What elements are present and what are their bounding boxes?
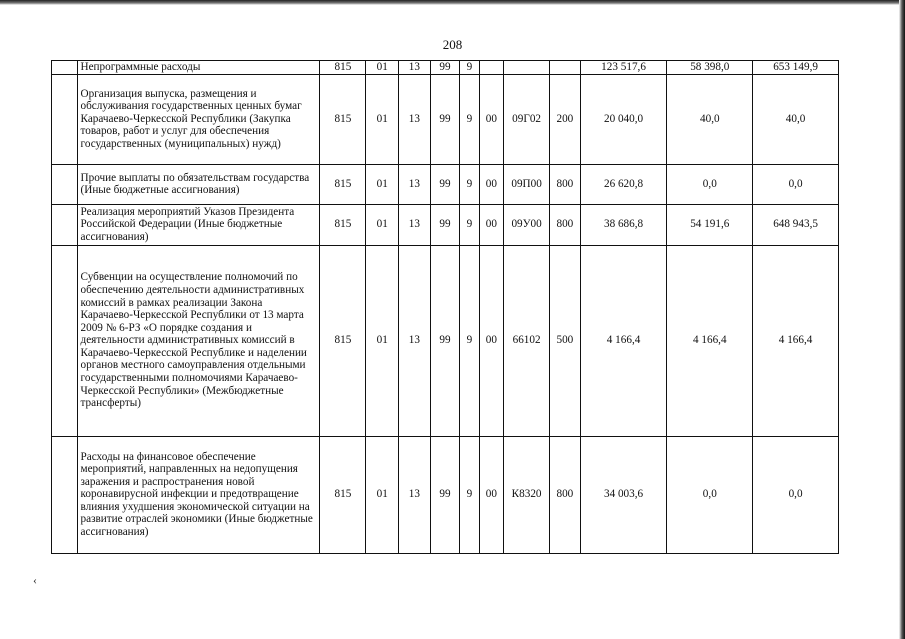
program-code-cell: 99 <box>430 436 460 553</box>
stray-mark: ‹ <box>33 573 37 587</box>
expense-name-cell: Субвенции на осуществление полномочий по обеспечению деятельности административных комиссий в рамках реализации Закона Карачаево-Черкесской Республики от 13 марта 2009 № 6-РЗ «О порядке создания и деятельности административных комиссий в Карачаево-Черкесской Республике и наделении органов местного самоуправления отдельными государственными полномочиями Карачаево-Черкесской Республики» (Межбюджетные трансферты) <box>77 245 320 436</box>
amount-year-1-cell: 123 517,6 <box>580 61 667 75</box>
section-code-cell: 01 <box>366 204 399 245</box>
amount-year-3-cell: 0,0 <box>753 164 839 204</box>
target-code-cell <box>504 61 550 75</box>
subsection-code-cell: 13 <box>399 74 431 164</box>
subprogram-code-cell: 9 <box>460 245 479 436</box>
amount-year-2-cell: 58 398,0 <box>667 61 753 75</box>
table-row <box>52 436 839 553</box>
expense-name-cell: Расходы на финансовое обеспечение мероприятий, направленных на недопущения заражения и распространения новой коронавирусной инфекции и предотвращение влияния ухудшения экономической ситуации на развитие отраслей экономики (Иные бюджетные ассигнования) <box>77 436 320 553</box>
scan-right-edge <box>899 0 905 639</box>
amount-year-3-cell: 4 166,4 <box>753 245 839 436</box>
admin-code-cell: 815 <box>320 164 366 204</box>
group-code-cell: 00 <box>479 164 503 204</box>
subsection-code-cell: 13 <box>399 204 431 245</box>
admin-code-cell: 815 <box>320 61 366 75</box>
table-row <box>52 74 839 164</box>
program-code-cell: 99 <box>430 245 460 436</box>
amount-year-1-cell: 34 003,6 <box>580 436 667 553</box>
program-code-cell: 99 <box>430 74 460 164</box>
table-row <box>52 204 839 245</box>
amount-year-1-cell: 4 166,4 <box>580 245 667 436</box>
scan-top-edge <box>0 0 905 5</box>
subprogram-code-cell: 9 <box>460 74 479 164</box>
program-code-cell: 99 <box>430 61 460 75</box>
row-blank-cell <box>52 164 78 204</box>
group-code-cell: 00 <box>479 204 503 245</box>
amount-year-1-cell: 26 620,8 <box>580 164 667 204</box>
subsection-code-cell: 13 <box>399 436 431 553</box>
subprogram-code-cell: 9 <box>460 436 479 553</box>
expense-name-cell: Непрограммные расходы <box>77 61 320 75</box>
target-code-cell: 09П00 <box>504 164 550 204</box>
expense-name-cell: Прочие выплаты по обязательствам государства (Иные бюджетные ассигнования) <box>77 164 320 204</box>
expense-type-code-cell: 200 <box>550 74 581 164</box>
section-code-cell: 01 <box>366 74 399 164</box>
amount-year-3-cell: 653 149,9 <box>753 61 839 75</box>
table-row <box>52 245 839 436</box>
expense-type-code-cell: 800 <box>550 204 581 245</box>
section-code-cell: 01 <box>366 61 399 75</box>
amount-year-3-cell: 648 943,5 <box>753 204 839 245</box>
group-code-cell <box>479 61 503 75</box>
row-blank-cell <box>52 61 78 75</box>
program-code-cell: 99 <box>430 204 460 245</box>
expense-type-code-cell <box>550 61 581 75</box>
subsection-code-cell: 13 <box>399 245 431 436</box>
subsection-code-cell: 13 <box>399 164 431 204</box>
amount-year-2-cell: 4 166,4 <box>667 245 753 436</box>
amount-year-1-cell: 20 040,0 <box>580 74 667 164</box>
admin-code-cell: 815 <box>320 245 366 436</box>
expense-name-cell: Реализация мероприятий Указов Президента Российской Федерации (Иные бюджетные ассигнования) <box>77 204 320 245</box>
subprogram-code-cell: 9 <box>460 164 479 204</box>
budget-table <box>51 60 839 554</box>
expense-type-code-cell: 800 <box>550 164 581 204</box>
amount-year-1-cell: 38 686,8 <box>580 204 667 245</box>
table-row <box>52 164 839 204</box>
row-blank-cell <box>52 436 78 553</box>
table-row <box>52 61 839 75</box>
target-code-cell: 09Г02 <box>504 74 550 164</box>
row-blank-cell <box>52 74 78 164</box>
expense-name-cell: Организация выпуска, размещения и обслуживания государственных ценных бумаг Карачаево-Черкесской Республики (Закупка товаров, работ и услуг для обеспечения государственных (муниципальных) нужд) <box>77 74 320 164</box>
target-code-cell: К8320 <box>504 436 550 553</box>
admin-code-cell: 815 <box>320 204 366 245</box>
amount-year-2-cell: 54 191,6 <box>667 204 753 245</box>
target-code-cell: 66102 <box>504 245 550 436</box>
expense-type-code-cell: 500 <box>550 245 581 436</box>
table-body <box>52 61 839 554</box>
row-blank-cell <box>52 245 78 436</box>
row-blank-cell <box>52 204 78 245</box>
group-code-cell: 00 <box>479 245 503 436</box>
section-code-cell: 01 <box>366 245 399 436</box>
subprogram-code-cell: 9 <box>460 61 479 75</box>
expense-type-code-cell: 800 <box>550 436 581 553</box>
subprogram-code-cell: 9 <box>460 204 479 245</box>
section-code-cell: 01 <box>366 164 399 204</box>
amount-year-3-cell: 0,0 <box>753 436 839 553</box>
program-code-cell: 99 <box>430 164 460 204</box>
amount-year-2-cell: 40,0 <box>667 74 753 164</box>
amount-year-3-cell: 40,0 <box>753 74 839 164</box>
group-code-cell: 00 <box>479 74 503 164</box>
target-code-cell: 09У00 <box>504 204 550 245</box>
amount-year-2-cell: 0,0 <box>667 436 753 553</box>
page-number: 208 <box>442 37 463 52</box>
group-code-cell: 00 <box>479 436 503 553</box>
admin-code-cell: 815 <box>320 436 366 553</box>
amount-year-2-cell: 0,0 <box>667 164 753 204</box>
subsection-code-cell: 13 <box>399 61 431 75</box>
section-code-cell: 01 <box>366 436 399 553</box>
admin-code-cell: 815 <box>320 74 366 164</box>
